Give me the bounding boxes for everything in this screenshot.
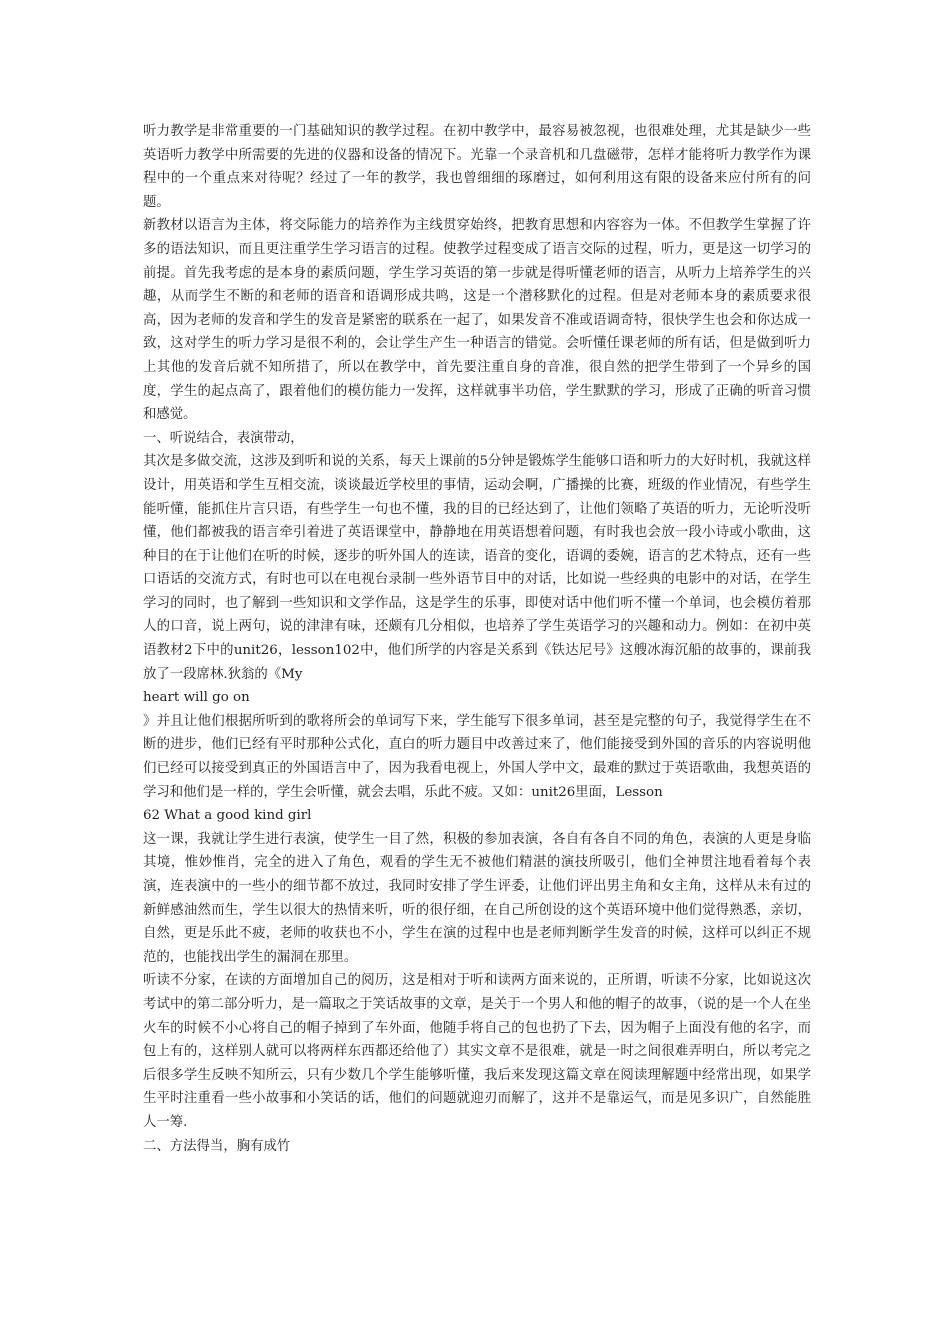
document-body (143, 120, 811, 1158)
paragraph-song-title: heart will go on (143, 690, 250, 706)
section-heading-1: 一、听说结合，表演带动， (143, 430, 304, 446)
paragraph-song-activity: 》并且让他们根据所听到的歌将所会的单词写下来，学生能写下很多单词，甚至是完整的句子，我觉得学生在不断的进步，他们已经有平时那种公式化，直白的听力题目中改善过来了，他们能接受到外国的音乐的内容说明他们已经可以接受到真正的外国语言中了，因为我看电视上，外国人学中文，最难的默过于英语歌曲，我想英语的学习和他们是一样的，学生会听懂，就会去唱，乐此不疲。又如：unit26里面，Lesson (143, 713, 811, 800)
paragraph-communication: 其次是多做交流，这涉及到听和说的关系，每天上课前的5分钟是锻炼学生能够口语和听力的大好时机，我就这样设计，用英语和学生互相交流，谈谈最近学校里的事情，运动会啊，广播操的比赛，班级的作业情况，有些学生能听懂，能抓住片言只语，有些学生一句也不懂，我的目的已经达到了，让他们领略了英语的听力，无论听没听懂，他们都被我的语言牵引着进了英语课堂中，静静地在用英语想着问题，有时我也会放一段小诗或小歌曲，这种目的在于让他们在听的时候，逐步的听外国人的连读，语音的变化，语调的委婉，语言的艺术特点，还有一些口语话的交流方式，有时也可以在电视台录制一些外语节目中的对话，比如说一些经典的电影中的对话，在学生学习的同时，也了解到一些知识和文学作品，这是学生的乐事，即使对话中他们听不懂一个单词，也会模仿着那人的口音，说上两句，说的津津有味，还颇有几分相似，也培养了学生英语学习的兴趣和动力。例如：在初中英语教材2下中的unit26，lesson102中，他们所学的内容是关系到《铁达尼号》这艘冰海沉船的故事的，课前我放了一段席林.狄翁的《My (143, 454, 811, 682)
paragraph-new-textbook: 新教材以语言为主体，将交际能力的培养作为主线贯穿始终，把教育思想和内容容为一体。不但教学生掌握了许多的语法知识，而且更注重学生学习语言的过程。使教学过程变成了语言交际的过程，听力，更是这一切学习的前提。首先我考虑的是本身的素质问题，学生学习英语的第一步就是得听懂老师的语言，从听力上培养学生的兴趣，从而学生不断的和老师的语音和语调形成共鸣，这是一个潜移默化的过程。但是对老师本身的素质要求很高，因为老师的发音和学生的发音是紧密的联系在一起了，如果发音不准或语调奇特，很快学生也会和你达成一致，这对学生的听力学习是很不利的，会让学生产生一种语言的错觉。会听懂任课老师的所有话，但是做到听力上其他的发音后就不知所措了，所以在教学中，首先要注重自身的音准，很自然的把学生带到了一个异乡的国度，学生的起点高了，跟着他们的模仿能力一发挥，这样就事半功倍，学生默默的学习，形成了正确的听音习惯和感觉。 (143, 218, 811, 423)
paragraph-performance: 这一课，我就让学生进行表演，使学生一目了然，积极的参加表演，各自有各自不同的角色，表演的人更是身临其境，惟妙惟肖，完全的进入了角色，观看的学生无不被他们精湛的演技所吸引，他们全神贯注地看着每个表演，连表演中的一些小的细节都不放过，我同时安排了学生评委，让他们评出男主角和女主角，这样从未有过的新鲜感油然而生，学生以很大的热情来听，听的很仔细，在自己所创设的这个英语环境中他们觉得熟悉，亲切，自然，更是乐此不疲，老师的收获也不小，学生在演的过程中也是老师判断学生发音的时候，这样可以纠正不规范的，也能找出学生的漏洞在那里。 (143, 831, 811, 965)
paragraph-lesson-title: 62 What a good kind girl (143, 808, 312, 824)
section-heading-2: 二、方法得当，胸有成竹 (143, 1138, 291, 1154)
paragraph-listening-reading: 听读不分家，在读的方面增加自己的阅历，这是相对于听和读两方面来说的，正所谓，听读不分家，比如说这次考试中的第二部分听力，是一篇取之于笑话故事的文章，是关于一个男人和他的帽子的故事，（说的是一个人在坐火车的时候不小心将自己的帽子掉到了车外面，他随手将自己的包也扔了下去，因为帽子上面没有他的名字，而包上有的，这样别人就可以将两样东西都还给他了）其实文章不是很难，就是一时之间很难弄明白，所以考完之后很多学生反映不知所云，只有少数几个学生能够听懂，我后来发现这篇文章在阅读理解题中经常出现，如果学生平时注重看一些小故事和小笑话的话，他们的问题就迎刃而解了，这并不是靠运气，而是见多识广，自然能胜人一筹. (143, 973, 811, 1130)
paragraph-intro: 听力教学是非常重要的一门基础知识的教学过程。在初中教学中，最容易被忽视，也很难处理，尤其是缺少一些英语听力教学中所需要的先进的仪器和设备的情况下。光靠一个录音机和几盘磁带，怎样才能将听力教学作为课程中的一个重点来对待呢？经过了一年的教学，我也曾细细的琢磨过，如何利用这有限的设备来应付所有的问题。 (143, 124, 811, 210)
